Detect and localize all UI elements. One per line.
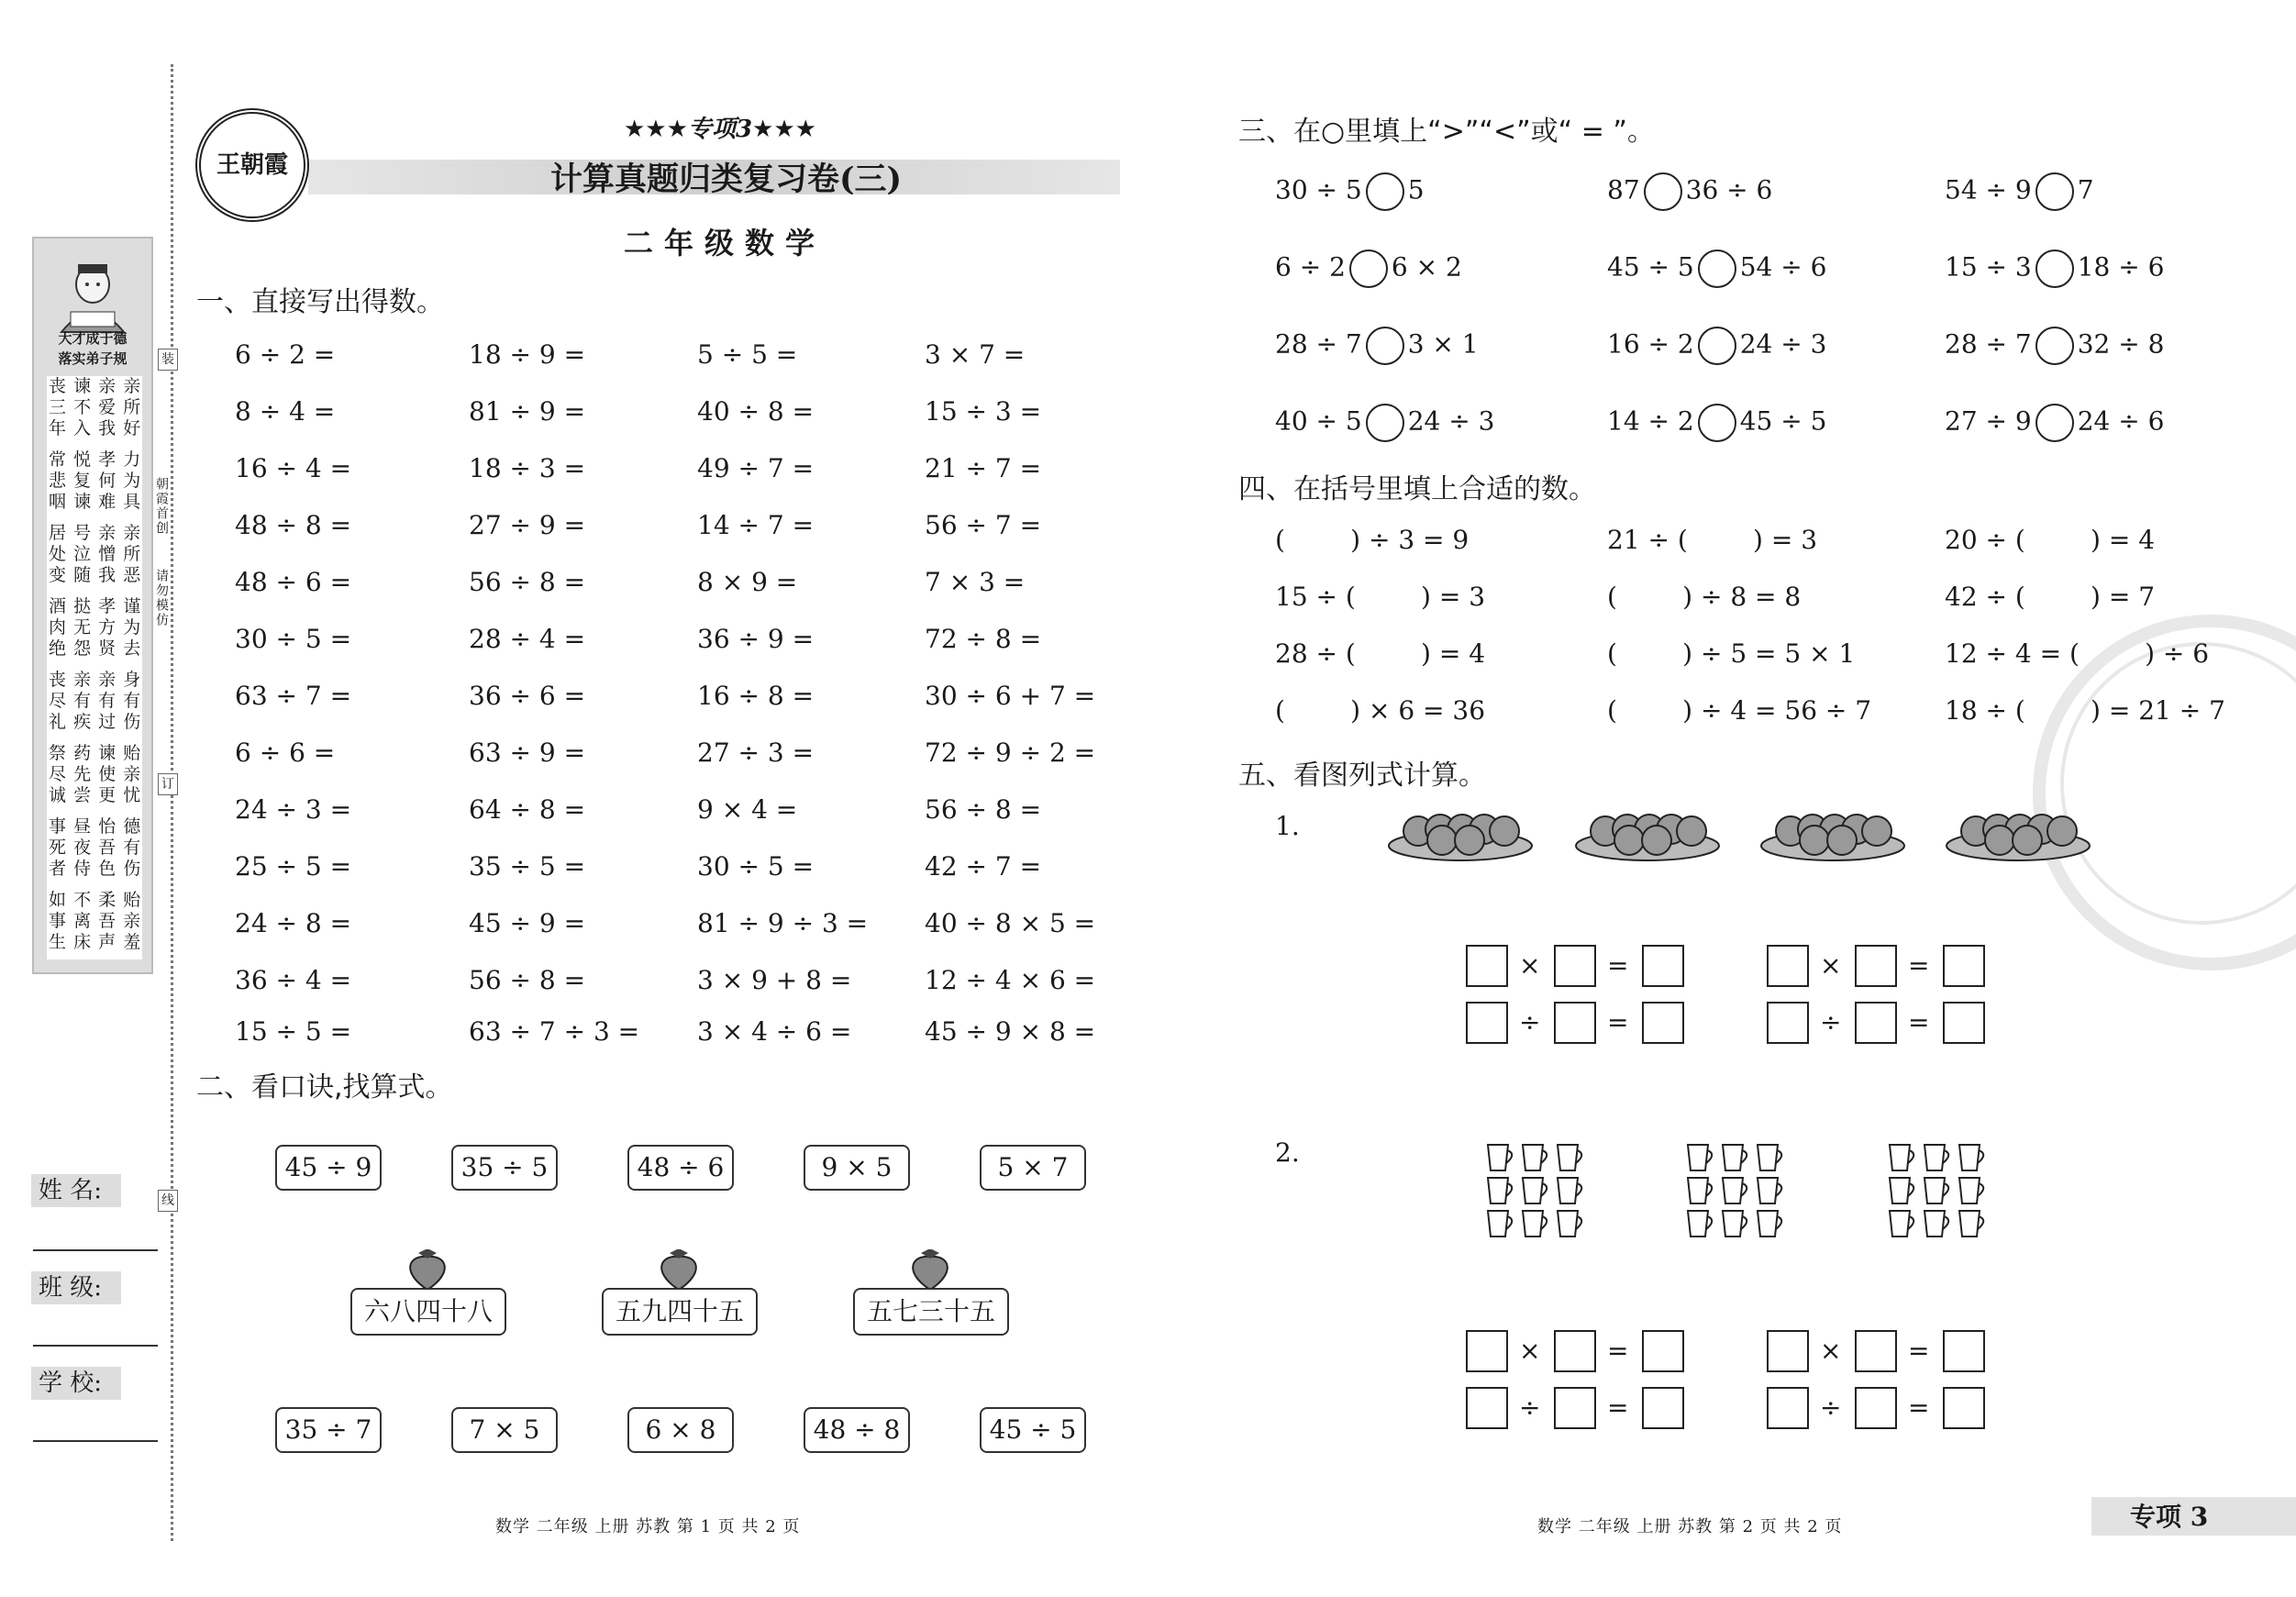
calc-item: 9 × 4 = [697, 794, 798, 825]
operator-sign: × [1519, 1336, 1541, 1366]
answer-box[interactable] [1554, 1330, 1596, 1372]
fill-blank-item[interactable]: ( ) ÷ 5 = 5 × 1 [1607, 638, 1856, 669]
compare-item: 15 ÷ 3 18 ÷ 6 [1945, 250, 2164, 288]
equals-sign: = [1607, 1007, 1629, 1037]
compare-item: 28 ÷ 7 3 × 1 [1275, 327, 1479, 365]
strawberry-icon [653, 1246, 704, 1292]
calc-item: 81 ÷ 9 ÷ 3 = [697, 908, 869, 938]
calc-item: 15 ÷ 3 = [925, 396, 1042, 427]
calc-item: 24 ÷ 3 = [235, 794, 352, 825]
answer-box[interactable] [1466, 1387, 1508, 1429]
fill-blank-item[interactable]: 18 ÷ ( ) = 21 ÷ 7 [1945, 695, 2225, 726]
calc-item: 12 ÷ 4 × 6 = [925, 965, 1096, 995]
compare-circle[interactable] [2035, 404, 2074, 442]
fill-blank-item[interactable]: 15 ÷ ( ) = 3 [1275, 582, 1486, 612]
equals-sign: = [1607, 1336, 1629, 1366]
calc-item: 3 × 9 + 8 = [697, 965, 852, 995]
answer-box[interactable] [1767, 945, 1809, 987]
fill-blank-item[interactable]: 21 ÷ ( ) = 3 [1607, 525, 1818, 555]
publisher-logo: 王朝霞 [195, 108, 309, 222]
answer-box[interactable] [1943, 1002, 1985, 1044]
answer-box[interactable] [1466, 1002, 1508, 1044]
calc-item: 45 ÷ 9 = [469, 908, 586, 938]
class-field[interactable] [33, 1345, 158, 1347]
calc-item: 15 ÷ 5 = [235, 1016, 352, 1047]
compare-circle[interactable] [1366, 172, 1404, 211]
operator-sign: × [1519, 950, 1541, 981]
cup-group-icon [1484, 1141, 1594, 1242]
calc-item: 48 ÷ 6 = [235, 567, 352, 597]
compare-circle[interactable] [1698, 327, 1736, 365]
calc-item: 18 ÷ 3 = [469, 453, 586, 483]
page-title: 计算真题归类复习卷(三) [550, 161, 903, 198]
calc-item: 3 × 4 ÷ 6 = [697, 1016, 852, 1047]
fill-blank-item[interactable]: ( ) × 6 = 36 [1275, 695, 1486, 726]
compare-item: 16 ÷ 2 24 ÷ 3 [1607, 327, 1826, 365]
answer-box[interactable] [1855, 1330, 1897, 1372]
calc-item: 56 ÷ 7 = [925, 510, 1042, 540]
answer-box[interactable] [1466, 945, 1508, 987]
calc-item: 25 ÷ 5 = [235, 851, 352, 882]
calc-item: 8 ÷ 4 = [235, 396, 336, 427]
fill-blank-item[interactable]: ( ) ÷ 3 = 9 [1275, 525, 1470, 555]
operator-sign: × [1820, 1336, 1842, 1366]
calc-item: 42 ÷ 7 = [925, 851, 1042, 882]
copyright-note: 请勿模仿 [154, 569, 169, 627]
binding-mark: 订 [158, 773, 178, 795]
cup-group-icon [1684, 1141, 1794, 1242]
page-footer: 数学 二年级 上册 苏教 第 1 页 共 2 页 [495, 1517, 801, 1536]
section3-heading: 三、在○里填上“>”“<”或“ = ”。 [1238, 116, 1655, 148]
calc-item: 16 ÷ 4 = [235, 453, 352, 483]
class-label: 班 级: [31, 1271, 121, 1304]
calc-item: 56 ÷ 8 = [469, 965, 586, 995]
fill-blank-item[interactable]: 42 ÷ ( ) = 7 [1945, 582, 2156, 612]
calc-item: 72 ÷ 8 = [925, 624, 1042, 654]
calc-item: 27 ÷ 9 = [469, 510, 586, 540]
page-subtitle: 二年级数学 [624, 226, 826, 261]
calc-item: 36 ÷ 4 = [235, 965, 352, 995]
compare-circle[interactable] [1698, 250, 1736, 288]
compare-circle[interactable] [2035, 327, 2074, 365]
calc-item: 24 ÷ 8 = [235, 908, 352, 938]
answer-box[interactable] [1767, 1387, 1809, 1429]
compare-circle[interactable] [2035, 250, 2074, 288]
answer-box[interactable] [1554, 1387, 1596, 1429]
calc-item: 3 × 7 = [925, 339, 1026, 370]
scholar-illustration [43, 248, 142, 335]
name-label: 姓 名: [31, 1174, 121, 1207]
equals-sign: = [1908, 1392, 1930, 1423]
cup-group-icon [1886, 1141, 1996, 1242]
motto-panel [32, 237, 153, 974]
corner-label: 专项 3 [2130, 1502, 2209, 1532]
section5-heading: 五、看图列式计算。 [1238, 760, 1486, 792]
expression-box[interactable]: 9 × 5 [804, 1145, 910, 1191]
fill-blank-item[interactable]: ( ) ÷ 4 = 56 ÷ 7 [1607, 695, 1872, 726]
calc-item: 8 × 9 = [697, 567, 798, 597]
school-label: 学 校: [31, 1367, 121, 1400]
compare-circle[interactable] [1366, 404, 1404, 442]
binding-dashed-line [171, 64, 173, 1541]
equals-sign: = [1908, 1007, 1930, 1037]
compare-item: 27 ÷ 9 24 ÷ 6 [1945, 404, 2164, 442]
apple-plate-icon [1759, 804, 1906, 862]
calc-item: 49 ÷ 7 = [697, 453, 815, 483]
answer-box[interactable] [1642, 945, 1684, 987]
equals-sign: = [1908, 1336, 1930, 1366]
compare-circle[interactable] [1698, 404, 1736, 442]
fill-blank-item[interactable]: 12 ÷ 4 = ( ) ÷ 6 [1945, 638, 2210, 669]
operator-sign: ÷ [1519, 1392, 1541, 1423]
calc-item: 63 ÷ 7 = [235, 681, 352, 711]
strawberry-icon [904, 1246, 956, 1292]
compare-circle[interactable] [1644, 172, 1682, 211]
answer-box[interactable] [1642, 1330, 1684, 1372]
expression-box[interactable]: 5 × 7 [980, 1145, 1086, 1191]
answer-box[interactable] [1554, 1002, 1596, 1044]
page-footer: 数学 二年级 上册 苏教 第 2 页 共 2 页 [1537, 1517, 1843, 1536]
answer-box[interactable] [1855, 1002, 1897, 1044]
calc-item: 21 ÷ 7 = [925, 453, 1042, 483]
calc-item: 48 ÷ 8 = [235, 510, 352, 540]
binding-mark: 线 [158, 1190, 178, 1212]
equals-sign: = [1607, 950, 1629, 981]
apple-plate-icon [1945, 804, 2091, 862]
apple-plate-icon [1574, 804, 1721, 862]
calc-item: 35 ÷ 5 = [469, 851, 586, 882]
operator-sign: ÷ [1519, 1007, 1541, 1037]
compare-item: 45 ÷ 5 54 ÷ 6 [1607, 250, 1826, 288]
motto-title: 大才成于德 [58, 330, 128, 347]
answer-box[interactable] [1466, 1330, 1508, 1372]
calc-item: 64 ÷ 8 = [469, 794, 586, 825]
calc-item: 72 ÷ 9 ÷ 2 = [925, 738, 1096, 768]
motto-title: 落实弟子规 [58, 350, 128, 367]
fill-blank-item[interactable]: 28 ÷ ( ) = 4 [1275, 638, 1486, 669]
calc-item: 40 ÷ 8 × 5 = [925, 908, 1096, 938]
calc-item: 56 ÷ 8 = [469, 567, 586, 597]
compare-item: 87 36 ÷ 6 [1607, 172, 1772, 211]
compare-circle[interactable] [2035, 172, 2074, 211]
answer-box[interactable] [1943, 945, 1985, 987]
calc-item: 36 ÷ 6 = [469, 681, 586, 711]
compare-circle[interactable] [1366, 327, 1404, 365]
expression-box[interactable]: 48 ÷ 8 [804, 1407, 910, 1453]
operator-sign: × [1820, 950, 1842, 981]
answer-box[interactable] [1767, 1002, 1809, 1044]
binding-mark: 装 [158, 349, 178, 371]
answer-box[interactable] [1943, 1387, 1985, 1429]
compare-item: 54 ÷ 9 7 [1945, 172, 2094, 211]
compare-item: 14 ÷ 2 45 ÷ 5 [1607, 404, 1826, 442]
calc-item: 30 ÷ 5 = [697, 851, 815, 882]
expression-box[interactable]: 45 ÷ 9 [275, 1145, 382, 1191]
calc-item: 18 ÷ 9 = [469, 339, 586, 370]
equals-sign: = [1607, 1392, 1629, 1423]
answer-box[interactable] [1943, 1330, 1985, 1372]
answer-box[interactable] [1642, 1002, 1684, 1044]
calc-item: 36 ÷ 9 = [697, 624, 815, 654]
section1-heading: 一、直接写出得数。 [196, 286, 444, 318]
fill-blank-item[interactable]: ( ) ÷ 8 = 8 [1607, 582, 1802, 612]
compare-circle[interactable] [1349, 250, 1388, 288]
calc-item: 14 ÷ 7 = [697, 510, 815, 540]
motto-columns: 丧 谏 亲 亲 三 不 爱 所 年 入 我 好 常 悦 孝 力 悲 复 何 为 咽 谏 难 具 居 号 亲 亲 处 泣 憎 所 变 随 我 恶 酒 挞 孝 谨 肉 无 方 为 绝 怨 贤 去 丧 亲 亲 身 尽 有 有 有 礼 疾 过 伤 祭 药 谏 贻 尽 先 使 亲 诚 尝 更 忧 事 昼 怡 德 死 夜 吾 有 者 侍 色 伤 如 不 柔 贻 事 离 吾 亲 生 床 声 羞 [47, 376, 142, 959]
calc-item: 45 ÷ 9 × 8 = [925, 1016, 1096, 1047]
calc-item: 30 ÷ 5 = [235, 624, 352, 654]
question-number: 1. [1275, 811, 1300, 841]
section2-heading: 二、看口诀,找算式。 [196, 1071, 453, 1103]
copyright-note: 朝霞首创 [154, 477, 169, 536]
fill-blank-item[interactable]: 20 ÷ ( ) = 4 [1945, 525, 2156, 555]
answer-box[interactable] [1855, 945, 1897, 987]
expression-box[interactable]: 7 × 5 [451, 1407, 558, 1453]
answer-box[interactable] [1767, 1330, 1809, 1372]
name-field[interactable] [33, 1249, 158, 1251]
calc-item: 6 ÷ 2 = [235, 339, 336, 370]
question-number: 2. [1275, 1137, 1300, 1168]
calc-item: 63 ÷ 9 = [469, 738, 586, 768]
compare-item: 40 ÷ 5 24 ÷ 3 [1275, 404, 1494, 442]
answer-box[interactable] [1855, 1387, 1897, 1429]
multiplication-rhyme: 五九四十五 [602, 1288, 758, 1336]
answer-box[interactable] [1642, 1387, 1684, 1429]
compare-item: 28 ÷ 7 32 ÷ 8 [1945, 327, 2164, 365]
compare-item: 6 ÷ 2 6 × 2 [1275, 250, 1462, 288]
calc-item: 28 ÷ 4 = [469, 624, 586, 654]
calc-item: 5 ÷ 5 = [697, 339, 798, 370]
section4-heading: 四、在括号里填上合适的数。 [1238, 473, 1596, 505]
series-label: ★★★专项3★★★ [624, 116, 816, 143]
calc-item: 40 ÷ 8 = [697, 396, 815, 427]
expression-box[interactable]: 45 ÷ 5 [980, 1407, 1086, 1453]
operator-sign: ÷ [1820, 1392, 1842, 1423]
expression-box[interactable]: 6 × 8 [627, 1407, 734, 1453]
strawberry-icon [402, 1246, 453, 1292]
calc-item: 6 ÷ 6 = [235, 738, 336, 768]
calc-item: 16 ÷ 8 = [697, 681, 815, 711]
calc-item: 81 ÷ 9 = [469, 396, 586, 427]
apple-plate-icon [1387, 804, 1534, 862]
school-field[interactable] [33, 1440, 158, 1442]
multiplication-rhyme: 五七三十五 [853, 1288, 1009, 1336]
equals-sign: = [1908, 950, 1930, 981]
operator-sign: ÷ [1820, 1007, 1842, 1037]
calc-item: 56 ÷ 8 = [925, 794, 1042, 825]
calc-item: 30 ÷ 6 + 7 = [925, 681, 1096, 711]
answer-box[interactable] [1554, 945, 1596, 987]
compare-item: 30 ÷ 5 5 [1275, 172, 1425, 211]
calc-item: 27 ÷ 3 = [697, 738, 815, 768]
calc-item: 7 × 3 = [925, 567, 1026, 597]
calc-item: 63 ÷ 7 ÷ 3 = [469, 1016, 640, 1047]
multiplication-rhyme: 六八四十八 [350, 1288, 506, 1336]
expression-box[interactable]: 35 ÷ 7 [275, 1407, 382, 1453]
expression-box[interactable]: 35 ÷ 5 [451, 1145, 558, 1191]
expression-box[interactable]: 48 ÷ 6 [627, 1145, 734, 1191]
